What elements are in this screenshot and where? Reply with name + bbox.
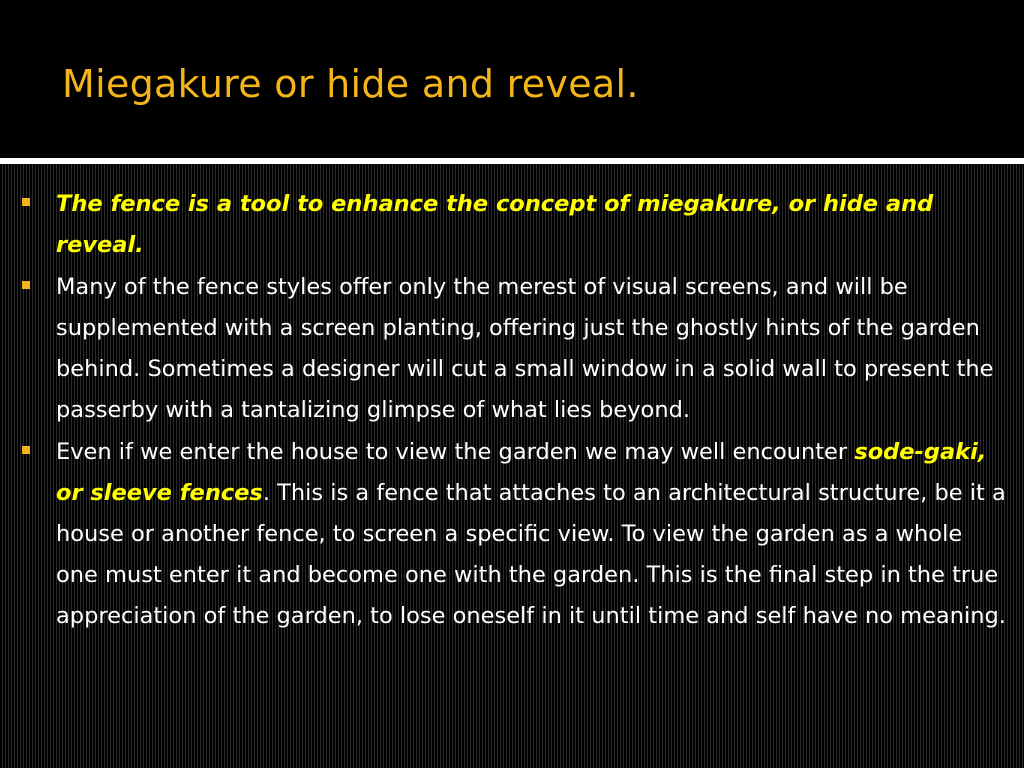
bullet-item bbox=[56, 432, 1006, 637]
bullet-text: Many of the fence styles offer only the merest of visual screens, and will be supplemented with a screen planting, offering just the ghostly hints of the garden behind. Sometimes a designer will cut a small window in a solid wall to present the passerby with a tantalizing glimpse of what lies beyond. bbox=[56, 274, 994, 423]
square-bullet-icon bbox=[22, 184, 31, 225]
title-band bbox=[0, 0, 1024, 158]
slide-title: Miegakure or hide and reveal. bbox=[62, 62, 639, 106]
bullet-item bbox=[56, 267, 1006, 431]
bullet-item bbox=[56, 184, 1006, 266]
bullet-list bbox=[56, 184, 1006, 638]
square-bullet-icon bbox=[22, 267, 31, 308]
bullet-text: The fence is a tool to enhance the concept of miegakure, or hide and reveal. bbox=[56, 191, 934, 258]
content-area bbox=[0, 164, 1024, 768]
bullet-text-pre: Even if we enter the house to view the garden we may well encounter bbox=[56, 439, 855, 465]
square-bullet-icon bbox=[22, 432, 31, 473]
bullet-text-post: . This is a fence that attaches to an architectural structure, be it a house or another fence, to screen a specific view. To view the garden as a whole one must enter it and become one with the garden. This is the final step in the true appreciation of the garden, to lose oneself in it until time and self have no meaning. bbox=[56, 480, 1006, 629]
bullet-emphasis: sode-gaki, or sleeve fences bbox=[56, 439, 987, 506]
